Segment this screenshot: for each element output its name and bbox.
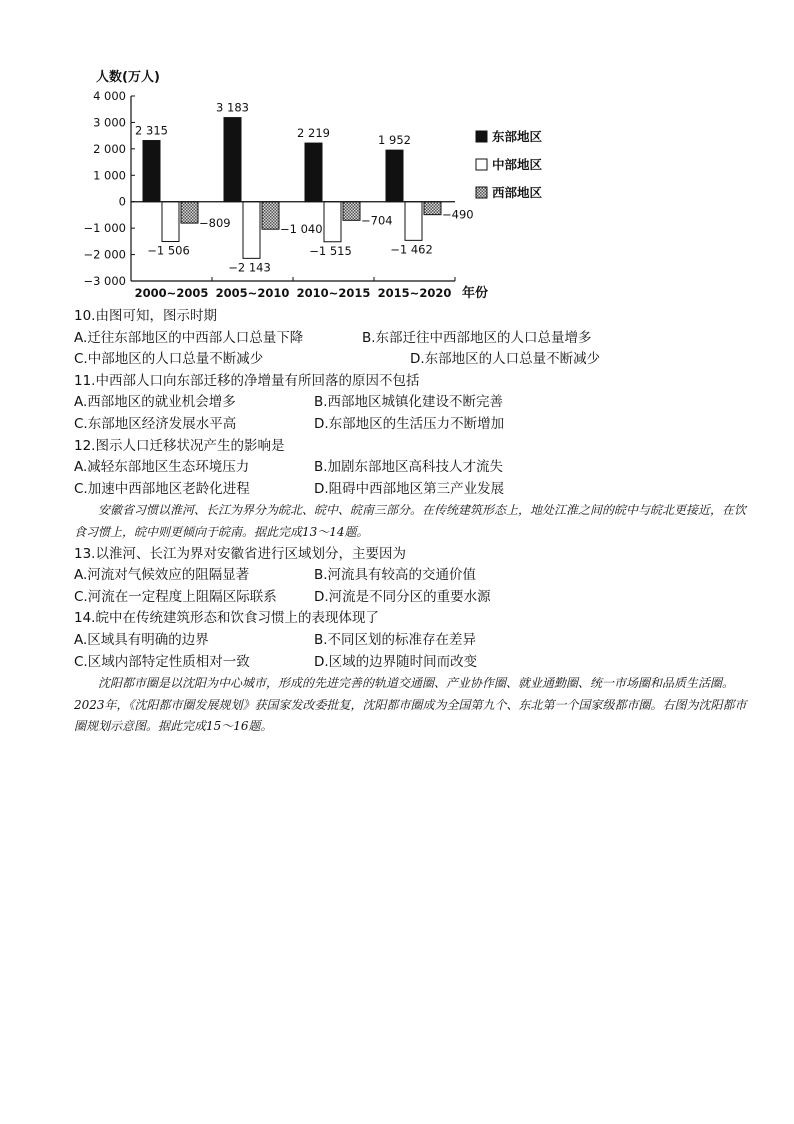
question-11-option-c: C.东部地区经济发展水平高 (74, 415, 237, 432)
y-tick-label: 0 (118, 194, 126, 209)
bar-east (305, 143, 322, 202)
question-12-option-d: D.阻碍中西部地区第三产业发展 (314, 480, 505, 497)
question-13-option-c: C.河流在一定程度上阻隔区际联系 (74, 588, 277, 605)
bar-west (424, 202, 441, 215)
question-12-stem: 12.图示人口迁移状况产生的影响是 (74, 437, 285, 454)
passage-anhui: 安徽省习惯以淮河、长江为界分为皖北、皖中、皖南三部分。在传统建筑形态上，地处江淮之间的皖中与皖北更接近，在饮食习惯上，皖中则更倾向于皖南。据此完成13～14题。 (74, 503, 747, 539)
x-tick-label: 2010~2015 (296, 286, 371, 300)
x-axis-label: 年份 (462, 286, 489, 301)
question-10-option-b: B.东部迁往中西部地区的人口总量增多 (362, 329, 592, 346)
question-12-option-b: B.加剧东部地区高科技人才流失 (314, 459, 504, 476)
question-12-option-c: C.加速中西部地区老龄化进程 (74, 480, 250, 497)
question-14-options-cd (72, 652, 752, 674)
legend-label: 东部地区 (492, 129, 543, 144)
bars (135, 101, 474, 275)
y-tick-label: 3 000 (93, 115, 126, 130)
question-10-options-cd (72, 349, 752, 371)
question-11-stem: 11.中西部人口向东部迁移的净增量有所回落的原因不包括 (74, 372, 420, 389)
question-14-option-b: B.不同区划的标准存在差异 (314, 631, 477, 648)
question-11-option-a: A.西部地区的就业机会增多 (74, 394, 236, 411)
question-14-stem: 14.皖中在传统建筑形态和饮食习惯上的表现体现了 (74, 610, 379, 627)
y-tick-label: −2 000 (83, 247, 126, 262)
question-11-options-ab (72, 392, 752, 414)
data-label: 2 219 (297, 126, 330, 141)
bar-central (324, 202, 341, 242)
data-label: 1 952 (378, 133, 411, 148)
y-axis-label: 人数(万人) (96, 70, 160, 85)
question-14-option-c: C.区域内部特定性质相对一致 (74, 653, 250, 670)
question-11-option-b: B.西部地区城镇化建设不断完善 (314, 394, 504, 411)
data-label: 2 315 (135, 123, 168, 138)
data-label: 3 183 (216, 100, 249, 115)
question-10-option-d: D.东部地区的人口总量不断减少 (410, 351, 601, 368)
legend-label: 西部地区 (492, 185, 543, 200)
bar-west (262, 202, 279, 229)
question-10-stem: 10.由图可知，图示时期 (74, 308, 217, 324)
question-section (72, 306, 752, 738)
bar-central (405, 202, 422, 241)
passage-shenyang: 沈阳都市圈是以沈阳为中心城市，形成的先进完善的轨道交通圈、产业协作圈、就业通勤圈、统一市场圈和品质生活圈。2023年，《沈阳都市圈发展规划》获国家发改委批复，沈阳都市圈成为全国第九个、东北第一个国家级都市圈。右图为沈阳都市圈规划示意图。据此完成15～16题。 (74, 676, 747, 734)
population-migration-bar-chart (0, 0, 794, 310)
bar-east (386, 150, 403, 202)
x-tick-label: 2015~2020 (377, 286, 452, 300)
question-12-options-ab (72, 457, 752, 479)
legend-swatch (476, 131, 487, 142)
y-tick-label: 4 000 (93, 89, 126, 103)
question-10-options-ab (72, 328, 752, 350)
legend (476, 129, 543, 200)
data-label: −1 462 (390, 242, 433, 257)
y-tick-label: 1 000 (93, 168, 126, 183)
bar-east (143, 141, 160, 202)
question-13-option-d: D.河流是不同分区的重要水源 (314, 588, 491, 605)
legend-swatch (476, 159, 487, 170)
data-label: −1 506 (147, 243, 190, 258)
question-13-option-a: A.河流对气候效应的阻隔显著 (74, 567, 250, 584)
legend-swatch (476, 187, 487, 198)
question-12-options-cd (72, 479, 752, 501)
data-label: −809 (199, 216, 231, 231)
question-10-option-a: A.迁往东部地区的中西部人口总量下降 (74, 329, 304, 346)
y-axis (83, 89, 135, 288)
question-14-option-a: A.区域具有明确的边界 (74, 631, 209, 648)
question-13-options-ab (72, 565, 752, 587)
y-tick-label: −3 000 (83, 274, 126, 288)
data-label: −490 (442, 207, 474, 222)
y-tick-label: −1 000 (83, 221, 126, 236)
data-label: −1 040 (280, 222, 323, 237)
question-11-options-cd (72, 414, 752, 436)
data-label: −1 515 (309, 243, 352, 258)
bar-central (162, 202, 179, 242)
question-12-option-a: A.减轻东部地区生态环境压力 (74, 459, 250, 476)
question-14-options-ab (72, 630, 752, 652)
question-13-options-cd (72, 587, 752, 609)
bar-central (243, 202, 260, 259)
data-label: −2 143 (228, 260, 271, 275)
question-11-option-d: D.东部地区的生活压力不断增加 (314, 415, 505, 432)
question-10-option-c: C.中部地区的人口总量不断减少 (74, 351, 264, 368)
bar-east (224, 118, 241, 202)
x-tick-label: 2000~2005 (134, 286, 209, 300)
x-tick-label: 2005~2010 (215, 286, 290, 300)
question-13-stem: 13.以淮河、长江为界对安徽省进行区域划分，主要因为 (74, 545, 406, 562)
legend-label: 中部地区 (492, 157, 543, 172)
question-14-option-d: D.区域的边界随时间而改变 (314, 653, 478, 670)
data-label: −704 (361, 213, 393, 228)
question-13-option-b: B.河流具有较高的交通价值 (314, 567, 477, 584)
bar-west (181, 202, 198, 223)
bar-west (343, 202, 360, 221)
y-tick-label: 2 000 (93, 141, 126, 156)
